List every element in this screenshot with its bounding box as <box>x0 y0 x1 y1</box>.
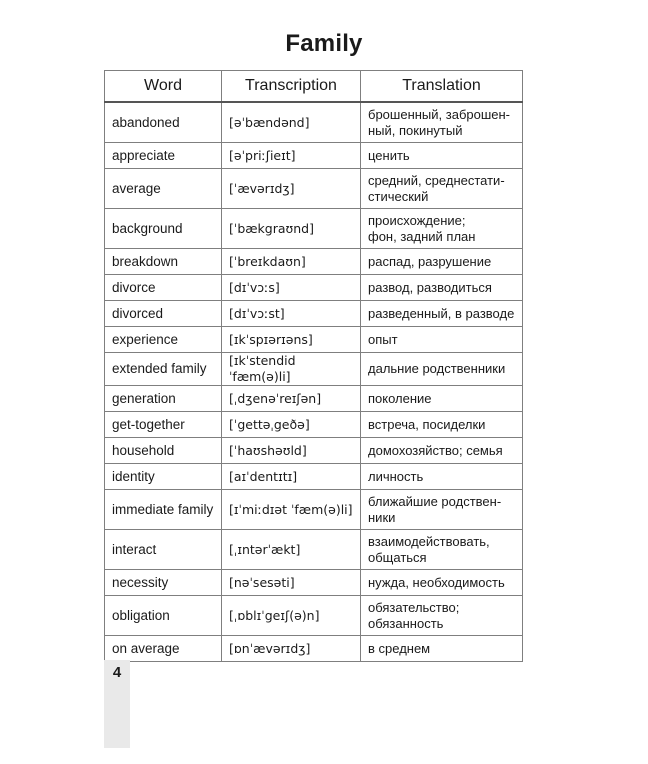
table-row <box>105 636 523 662</box>
translation-cell <box>361 301 523 327</box>
transcription-cell: [ˌdʒenəˈreɪʃən] <box>222 386 361 412</box>
transcription-cell: [ˈævərɪdʒ] <box>222 169 361 209</box>
transcription-cell: [ˈhaʊshəʊld] <box>222 438 361 464</box>
column-header-transcription: Transcription <box>222 71 361 103</box>
translation-line: нужда, необходимость <box>368 574 505 590</box>
table-row <box>105 386 523 412</box>
word-cell: divorce <box>105 275 222 301</box>
transcription-cell: [dɪˈvɔːst] <box>222 301 361 327</box>
translation-line: распад, разрушение <box>368 253 492 269</box>
translation-line: ближайшие родствен- <box>368 493 502 509</box>
word-cell: average <box>105 169 222 209</box>
translation-line: происхождение; <box>368 212 466 228</box>
table-row <box>105 438 523 464</box>
transcription-cell: [ɪkˈstendid ˈfæm(ə)li] <box>222 353 361 386</box>
translation-cell <box>361 327 523 353</box>
table-row <box>105 490 523 530</box>
word-cell: necessity <box>105 570 222 596</box>
translation-line: стический <box>368 188 429 204</box>
word-cell: breakdown <box>105 249 222 275</box>
table-row <box>105 353 523 386</box>
table-row <box>105 209 523 249</box>
word-cell: identity <box>105 464 222 490</box>
word-cell: household <box>105 438 222 464</box>
transcription-cell: [ˌɪntərˈækt] <box>222 530 361 570</box>
translation-cell <box>361 438 523 464</box>
translation-cell <box>361 169 523 209</box>
translation-line: ники <box>368 509 396 525</box>
column-header-translation: Translation <box>361 71 523 103</box>
translation-line: ценить <box>368 147 410 163</box>
page-number-tab <box>104 660 130 748</box>
translation-cell <box>361 570 523 596</box>
word-cell: extended family <box>105 353 222 386</box>
transcription-cell: [ɒnˈævərɪdʒ] <box>222 636 361 662</box>
word-cell: appreciate <box>105 143 222 169</box>
word-cell: generation <box>105 386 222 412</box>
column-header-word: Word <box>105 71 222 103</box>
table-body <box>105 102 523 662</box>
word-cell: on average <box>105 636 222 662</box>
translation-line: общаться <box>368 549 427 565</box>
word-cell: experience <box>105 327 222 353</box>
translation-line: развод, разводиться <box>368 279 492 295</box>
transcription-cell: [əˈbændənd] <box>222 102 361 143</box>
word-cell: abandoned <box>105 102 222 143</box>
translation-cell <box>361 596 523 636</box>
translation-line: брошенный, заброшен- <box>368 106 511 122</box>
word-cell: get-together <box>105 412 222 438</box>
table-row <box>105 301 523 327</box>
word-cell: divorced <box>105 301 222 327</box>
translation-cell <box>361 530 523 570</box>
translation-cell <box>361 102 523 143</box>
transcription-cell: [dɪˈvɔːs] <box>222 275 361 301</box>
vocabulary-table <box>104 70 523 662</box>
translation-line: средний, среднестати- <box>368 172 505 188</box>
translation-line: дальние родственники <box>368 361 506 376</box>
transcription-cell: [aɪˈdentɪtɪ] <box>222 464 361 490</box>
translation-cell <box>361 636 523 662</box>
translation-line: фон, задний план <box>368 228 476 244</box>
page-title: Family <box>285 30 363 57</box>
translation-line: встреча, посиделки <box>368 416 486 432</box>
table-row <box>105 570 523 596</box>
translation-cell <box>361 386 523 412</box>
word-cell: immediate family <box>105 490 222 530</box>
transcription-cell: [ˈgettəˌgeðə] <box>222 412 361 438</box>
table-row <box>105 275 523 301</box>
translation-line: взаимодействовать, <box>368 533 490 549</box>
transcription-cell: [ɪˈmiːdɪət ˈfæm(ə)li] <box>222 490 361 530</box>
transcription-cell: [nəˈsesəti] <box>222 570 361 596</box>
translation-line: личность <box>368 468 424 484</box>
table-row <box>105 412 523 438</box>
translation-cell <box>361 490 523 530</box>
translation-cell <box>361 143 523 169</box>
translation-line: обязательство; <box>368 599 460 615</box>
translation-line: поколение <box>368 390 432 406</box>
translation-line: в среднем <box>368 640 431 656</box>
translation-line: домохозяйство; семья <box>368 442 503 458</box>
translation-line: обязанность <box>368 615 444 631</box>
translation-cell <box>361 464 523 490</box>
translation-cell <box>361 353 523 386</box>
translation-line: разведенный, в разводе <box>368 305 515 321</box>
transcription-cell: [ˈbreɪkdaʊn] <box>222 249 361 275</box>
table-row <box>105 530 523 570</box>
word-cell: background <box>105 209 222 249</box>
translation-cell <box>361 275 523 301</box>
table-row <box>105 327 523 353</box>
translation-line: ный, покинутый <box>368 122 463 138</box>
page-number: 4 <box>112 664 122 681</box>
table-header-row <box>105 71 523 103</box>
translation-line: опыт <box>368 331 398 347</box>
table-row <box>105 596 523 636</box>
transcription-cell: [ˌɒblɪˈgeɪʃ(ə)n] <box>222 596 361 636</box>
transcription-cell: [ˈbækgraʊnd] <box>222 209 361 249</box>
translation-cell <box>361 412 523 438</box>
word-cell: interact <box>105 530 222 570</box>
table-row <box>105 249 523 275</box>
table-row <box>105 464 523 490</box>
table-row <box>105 102 523 143</box>
word-cell: obligation <box>105 596 222 636</box>
transcription-cell: [əˈpriːʃieɪt] <box>222 143 361 169</box>
translation-cell <box>361 209 523 249</box>
table-row <box>105 169 523 209</box>
translation-cell <box>361 249 523 275</box>
table-row <box>105 143 523 169</box>
transcription-cell: [ɪkˈspɪərɪəns] <box>222 327 361 353</box>
